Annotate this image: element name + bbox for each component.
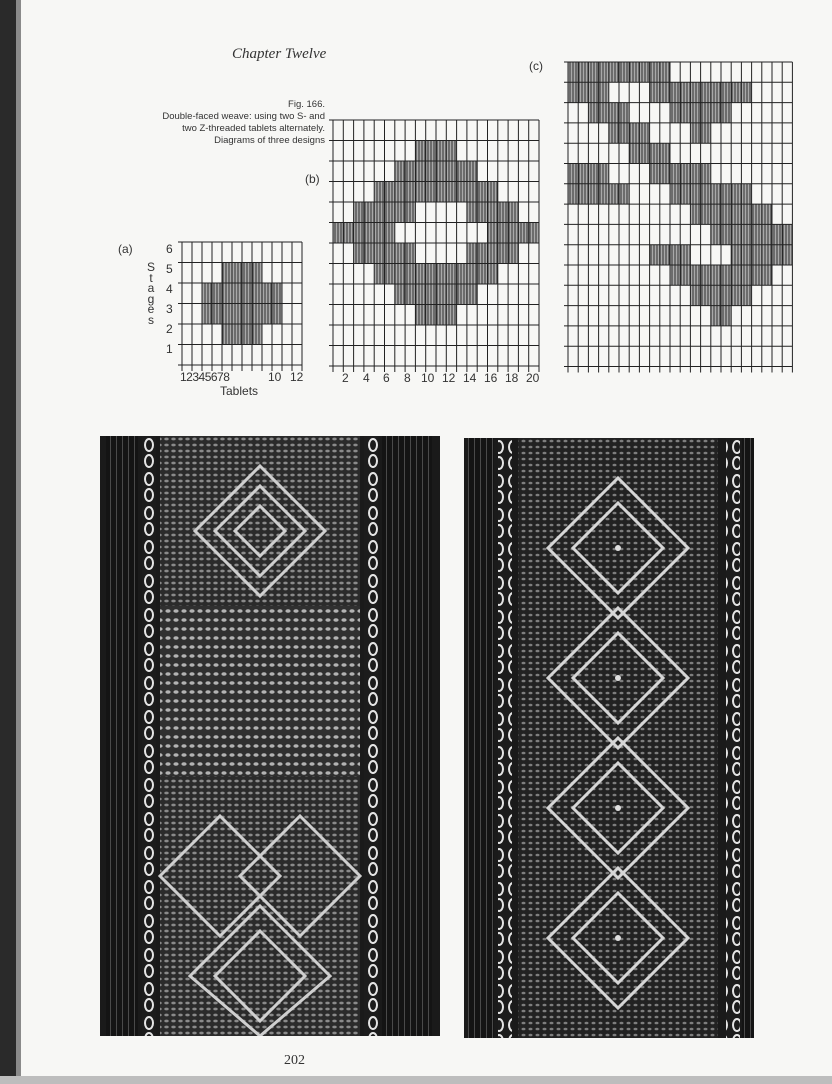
filled-cell [609, 103, 619, 123]
filled-cell [762, 265, 772, 285]
filled-cell [457, 284, 467, 305]
filled-cell [436, 284, 446, 305]
filled-cell [222, 304, 232, 325]
filled-cell [609, 62, 619, 82]
filled-cell [252, 324, 262, 345]
filled-cell [599, 62, 609, 82]
filled-cell [477, 264, 487, 285]
filled-cell [415, 305, 425, 326]
filled-cell [721, 306, 731, 326]
filled-cell [588, 62, 598, 82]
filled-cell [385, 223, 395, 244]
diagram-b-grid [331, 118, 541, 380]
filled-cell [762, 245, 772, 265]
y-tick-1: 1 [166, 342, 173, 356]
filled-cell [741, 224, 751, 244]
filled-cell [690, 164, 700, 184]
filled-cell [752, 245, 762, 265]
filled-cell [711, 184, 721, 204]
filled-cell [222, 283, 232, 304]
b-x-tick-12: 12 [442, 371, 456, 385]
filled-cell [578, 164, 588, 184]
woven-band-photo-right [464, 438, 754, 1038]
filled-cell [721, 224, 731, 244]
filled-cell [731, 285, 741, 305]
filled-cell [426, 141, 436, 162]
filled-cell [629, 123, 639, 143]
filled-cell [212, 304, 222, 325]
filled-cell [711, 224, 721, 244]
book-binding-shadow [16, 0, 21, 1084]
filled-cell [670, 82, 680, 102]
filled-cell [619, 184, 629, 204]
figure-caption [105, 99, 325, 147]
filled-cell [529, 223, 539, 244]
filled-cell [670, 245, 680, 265]
filled-cell [782, 245, 792, 265]
b-x-tick-6: 6 [383, 371, 390, 385]
diagram-b-label: (b) [305, 172, 320, 186]
filled-cell [680, 245, 690, 265]
filled-cell [670, 184, 680, 204]
filled-cell [690, 285, 700, 305]
filled-cell [741, 184, 751, 204]
filled-cell [639, 123, 649, 143]
filled-cell [701, 184, 711, 204]
filled-cell [405, 243, 415, 264]
filled-cell [588, 103, 598, 123]
filled-cell [232, 304, 242, 325]
filled-cell [690, 265, 700, 285]
filled-cell [731, 224, 741, 244]
filled-cell [609, 184, 619, 204]
filled-cell [650, 245, 660, 265]
filled-cell [599, 184, 609, 204]
filled-cell [762, 204, 772, 224]
filled-cell [488, 223, 498, 244]
b-x-tick-8: 8 [404, 371, 411, 385]
filled-cell [488, 202, 498, 223]
filled-cell [343, 223, 353, 244]
filled-cell [364, 223, 374, 244]
filled-cell [680, 103, 690, 123]
filled-cell [650, 143, 660, 163]
filled-cell [467, 182, 477, 203]
diagram-c-grid [566, 60, 794, 372]
filled-cell [690, 184, 700, 204]
filled-cell [405, 202, 415, 223]
filled-cell [262, 304, 272, 325]
filled-cell [639, 62, 649, 82]
filled-cell [252, 304, 262, 325]
filled-cell [578, 62, 588, 82]
filled-cell [660, 164, 670, 184]
filled-cell [711, 82, 721, 102]
filled-cell [721, 265, 731, 285]
filled-cell [498, 202, 508, 223]
page-bottom-edge [0, 1076, 832, 1084]
caption-line-3: Diagrams of three designs [214, 135, 325, 146]
filled-cell [588, 164, 598, 184]
stages-axis-label: S t a g e s [146, 260, 155, 327]
filled-cell [202, 304, 212, 325]
filled-cell [680, 184, 690, 204]
filled-cell [701, 123, 711, 143]
filled-cell [731, 245, 741, 265]
filled-cell [619, 123, 629, 143]
filled-cell [426, 182, 436, 203]
filled-cell [405, 264, 415, 285]
filled-cell [395, 284, 405, 305]
filled-cell [680, 265, 690, 285]
filled-cell [395, 202, 405, 223]
page-number: 202 [284, 1053, 305, 1068]
filled-cell [457, 182, 467, 203]
b-x-tick-4: 4 [363, 371, 370, 385]
filled-cell [711, 103, 721, 123]
filled-cell [374, 182, 384, 203]
filled-cell [498, 243, 508, 264]
y-tick-3: 3 [166, 302, 173, 316]
filled-cell [242, 283, 252, 304]
filled-cell [426, 305, 436, 326]
b-x-tick-10: 10 [421, 371, 435, 385]
filled-cell [272, 304, 282, 325]
y-tick-5: 5 [166, 262, 173, 276]
filled-cell [446, 141, 456, 162]
filled-cell [741, 204, 751, 224]
filled-cell [446, 264, 456, 285]
x-tick-10: 10 [268, 370, 282, 384]
filled-cell [701, 265, 711, 285]
filled-cell [629, 62, 639, 82]
filled-cell [405, 161, 415, 182]
filled-cell [670, 103, 680, 123]
filled-cell [752, 224, 762, 244]
filled-cell [415, 264, 425, 285]
filled-cell [650, 82, 660, 102]
filled-cell [721, 103, 731, 123]
filled-cell [578, 184, 588, 204]
filled-cell [446, 284, 456, 305]
filled-cell [508, 243, 518, 264]
filled-cell [488, 264, 498, 285]
filled-cell [568, 164, 578, 184]
caption-line-2: two Z-threaded tablets alternately. [182, 123, 325, 134]
filled-cell [426, 161, 436, 182]
filled-cell [701, 285, 711, 305]
filled-cell [222, 324, 232, 345]
filled-cell [436, 182, 446, 203]
filled-cell [680, 164, 690, 184]
filled-cell [252, 263, 262, 284]
filled-cell [405, 284, 415, 305]
filled-cell [568, 82, 578, 102]
filled-cell [772, 245, 782, 265]
filled-cell [731, 265, 741, 285]
filled-cell [405, 182, 415, 203]
filled-cell [701, 164, 711, 184]
filled-cell [731, 184, 741, 204]
figure-number: Fig. 166. [288, 99, 325, 110]
filled-cell [436, 141, 446, 162]
filled-cell [426, 284, 436, 305]
filled-cell [619, 103, 629, 123]
filled-cell [252, 283, 262, 304]
filled-cell [670, 164, 680, 184]
b-x-tick-20: 20 [526, 371, 540, 385]
filled-cell [488, 243, 498, 264]
filled-cell [477, 182, 487, 203]
filled-cell [415, 284, 425, 305]
filled-cell [385, 264, 395, 285]
filled-cell [599, 82, 609, 102]
filled-cell [711, 265, 721, 285]
filled-cell [578, 82, 588, 102]
filled-cell [457, 161, 467, 182]
filled-cell [395, 182, 405, 203]
book-binding-edge [0, 0, 16, 1084]
tablets-axis-label: Tablets [220, 384, 259, 398]
filled-cell [508, 202, 518, 223]
filled-cell [731, 82, 741, 102]
filled-cell [467, 161, 477, 182]
y-tick-4: 4 [166, 282, 173, 296]
filled-cell [385, 182, 395, 203]
filled-cell [242, 324, 252, 345]
filled-cell [588, 82, 598, 102]
filled-cell [721, 184, 731, 204]
filled-cell [415, 161, 425, 182]
b-x-tick-18: 18 [505, 371, 519, 385]
filled-cell [518, 223, 528, 244]
filled-cell [467, 264, 477, 285]
filled-cell [721, 204, 731, 224]
filled-cell [446, 182, 456, 203]
filled-cell [762, 224, 772, 244]
filled-cell [588, 184, 598, 204]
filled-cell [457, 264, 467, 285]
filled-cell [395, 243, 405, 264]
filled-cell [354, 243, 364, 264]
filled-cell [721, 285, 731, 305]
filled-cell [415, 141, 425, 162]
filled-cell [508, 223, 518, 244]
filled-cell [446, 305, 456, 326]
filled-cell [498, 223, 508, 244]
filled-cell [374, 202, 384, 223]
x-tick-12: 12 [290, 370, 304, 384]
filled-cell [232, 263, 242, 284]
filled-cell [242, 263, 252, 284]
filled-cell [354, 223, 364, 244]
filled-cell [619, 62, 629, 82]
y-tick-6: 6 [166, 242, 173, 256]
filled-cell [568, 184, 578, 204]
filled-cell [364, 243, 374, 264]
filled-cell [232, 283, 242, 304]
filled-cell [721, 82, 731, 102]
filled-cell [262, 283, 272, 304]
filled-cell [202, 283, 212, 304]
filled-cell [599, 103, 609, 123]
filled-cell [374, 223, 384, 244]
b-x-tick-14: 14 [463, 371, 477, 385]
filled-cell [568, 62, 578, 82]
filled-cell [272, 283, 282, 304]
filled-cell [701, 82, 711, 102]
filled-cell [629, 143, 639, 163]
filled-cell [242, 304, 252, 325]
filled-cell [354, 202, 364, 223]
chapter-title: Chapter Twelve [232, 46, 327, 62]
filled-cell [741, 82, 751, 102]
filled-cell [467, 284, 477, 305]
filled-cell [415, 182, 425, 203]
filled-cell [741, 265, 751, 285]
woven-band-photo-left [100, 436, 440, 1036]
filled-cell [374, 264, 384, 285]
filled-cell [426, 264, 436, 285]
filled-cell [364, 202, 374, 223]
filled-cell [782, 224, 792, 244]
filled-cell [711, 204, 721, 224]
filled-cell [639, 143, 649, 163]
filled-cell [660, 143, 670, 163]
filled-cell [731, 204, 741, 224]
filled-cell [467, 202, 477, 223]
filled-cell [395, 264, 405, 285]
filled-cell [446, 161, 456, 182]
filled-cell [701, 204, 711, 224]
filled-cell [436, 161, 446, 182]
filled-cell [711, 285, 721, 305]
filled-cell [488, 182, 498, 203]
filled-cell [690, 103, 700, 123]
filled-cell [477, 243, 487, 264]
filled-cell [660, 62, 670, 82]
filled-cell [599, 164, 609, 184]
filled-cell [650, 164, 660, 184]
filled-cell [232, 324, 242, 345]
diagram-a-label: (a) [118, 242, 133, 256]
filled-cell [436, 264, 446, 285]
filled-cell [690, 204, 700, 224]
filled-cell [374, 243, 384, 264]
filled-cell [741, 245, 751, 265]
filled-cell [650, 62, 660, 82]
filled-cell [609, 123, 619, 143]
filled-cell [711, 306, 721, 326]
caption-line-1: Double-faced weave: using two S- and [162, 111, 325, 122]
filled-cell [385, 243, 395, 264]
filled-cell [752, 204, 762, 224]
filled-cell [395, 161, 405, 182]
b-x-tick-16: 16 [484, 371, 498, 385]
filled-cell [660, 245, 670, 265]
filled-cell [222, 263, 232, 284]
filled-cell [660, 82, 670, 102]
filled-cell [701, 103, 711, 123]
filled-cell [772, 224, 782, 244]
filled-cell [690, 123, 700, 143]
filled-cell [670, 265, 680, 285]
diagram-a-grid [180, 238, 304, 368]
filled-cell [752, 265, 762, 285]
filled-cell [212, 283, 222, 304]
filled-cell [467, 243, 477, 264]
filled-cell [385, 202, 395, 223]
x-ticks-1-to-8: 12345678 [180, 370, 230, 384]
diagram-c-label: (c) [529, 59, 543, 73]
y-tick-2: 2 [166, 322, 173, 336]
filled-cell [477, 202, 487, 223]
filled-cell [741, 285, 751, 305]
filled-cell [333, 223, 343, 244]
b-x-tick-2: 2 [342, 371, 349, 385]
filled-cell [680, 82, 690, 102]
filled-cell [690, 82, 700, 102]
filled-cell [436, 305, 446, 326]
